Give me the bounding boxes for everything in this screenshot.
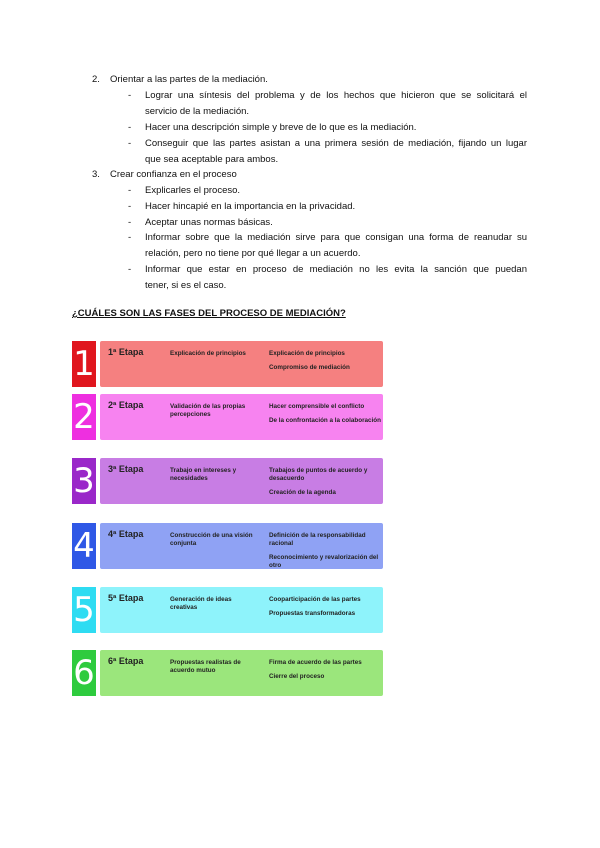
bullet-text-cont: servicio de la mediación. — [145, 106, 250, 117]
stage-number-badge: 6 — [72, 650, 96, 696]
stage-description: Propuestas realistas de acuerdo mutuo — [170, 659, 241, 674]
stage-card — [100, 341, 383, 387]
stage-description: Explicación de principios — [170, 350, 246, 357]
stage-card — [100, 458, 383, 504]
bullet-text: Conseguir que las partes asistan a una primera sesión de mediación, fijando un lugar — [145, 138, 527, 149]
stage-objective: Cooparticipación de las partes — [269, 596, 361, 603]
stage-row — [72, 458, 383, 504]
stage-description: Validación de las propias percepciones — [170, 403, 246, 418]
stage-description: Construcción de una visión conjunta — [170, 532, 253, 547]
stage-objectives — [269, 350, 381, 372]
stage-objectives — [269, 532, 381, 570]
section-heading: ¿CUÁLES SON LAS FASES DEL PROCESO DE MEDIACIÓN? — [72, 308, 346, 319]
stage-row — [72, 587, 383, 633]
stage-objective: Creación de la agenda — [269, 489, 336, 496]
bullet-dash: - — [128, 138, 132, 149]
stage-objective: Explicación de principios — [269, 350, 345, 357]
stage-objectives — [269, 403, 381, 425]
stage-row — [72, 341, 383, 387]
stage-objective: Compromiso de mediación — [269, 364, 350, 371]
stage-objectives — [269, 596, 381, 618]
bullet-text: Lograr una síntesis del problema y de los hechos que hicieron que se solicitará el — [145, 90, 527, 101]
bullet-dash: - — [128, 185, 132, 196]
stage-description: Generación de ideas creativas — [170, 596, 232, 611]
stage-objectives — [269, 659, 381, 681]
stage-label: 4ª Etapa — [108, 529, 144, 539]
stage-number-badge: 5 — [72, 587, 96, 633]
bullet-dash: - — [128, 90, 132, 101]
list-number: 3. — [92, 169, 100, 180]
stage-objective: Trabajos de puntos de acuerdo y desacuerdo — [269, 467, 368, 482]
stage-card — [100, 650, 383, 696]
stage-objective: Hacer comprensible el conflicto — [269, 403, 365, 410]
stage-label: 5ª Etapa — [108, 593, 144, 603]
list-item-title: Orientar a las partes de la mediación. — [110, 74, 268, 85]
stage-label: 3ª Etapa — [108, 464, 144, 474]
bullet-text: Informar sobre que la mediación sirve para que consigan una forma de reanudar su — [145, 232, 527, 243]
stage-number-badge: 4 — [72, 523, 96, 569]
stage-objective: De la confrontación a la colaboración — [269, 417, 381, 424]
bullet-text: Hacer una descripción simple y breve de lo que es la mediación. — [145, 122, 417, 133]
bullet-text: Aceptar unas normas básicas. — [145, 217, 273, 228]
stage-description: Trabajo en intereses y necesidades — [170, 467, 237, 482]
bullet-dash: - — [128, 201, 132, 212]
stage-number-badge: 2 — [72, 394, 96, 440]
bullet-dash: - — [128, 232, 132, 243]
stage-label: 2ª Etapa — [108, 400, 144, 410]
bullet-text-cont: que sea aceptable para ambos. — [145, 154, 279, 165]
stage-objective: Definición de la responsabilidad racional — [269, 532, 366, 547]
bullet-dash: - — [128, 122, 132, 133]
stage-card — [100, 587, 383, 633]
list-item-title: Crear confianza en el proceso — [110, 169, 237, 180]
stage-number-badge: 3 — [72, 458, 96, 504]
stage-row — [72, 394, 383, 440]
stage-objective: Propuestas transformadoras — [269, 610, 356, 617]
bullet-text: Informar que estar en proceso de mediación no les evita la sanción que puedan — [145, 264, 527, 275]
list-number: 2. — [92, 74, 100, 85]
stage-objective: Reconocimiento y revalorización del otro — [269, 554, 379, 569]
stage-objective: Cierre del proceso — [269, 673, 325, 680]
stage-objectives — [269, 467, 381, 497]
stage-row — [72, 650, 383, 696]
stage-row — [72, 523, 383, 569]
stage-label: 1ª Etapa — [108, 347, 144, 357]
stage-card — [100, 394, 383, 440]
stage-card — [100, 523, 383, 569]
bullet-dash: - — [128, 217, 132, 228]
stage-label: 6ª Etapa — [108, 656, 144, 666]
bullet-text-cont: tener, si es el caso. — [145, 280, 227, 291]
stage-number-badge: 1 — [72, 341, 96, 387]
stage-objective: Firma de acuerdo de las partes — [269, 659, 362, 666]
bullet-text: Explicarles el proceso. — [145, 185, 241, 196]
bullet-dash: - — [128, 264, 132, 275]
bullet-text-cont: relación, pero no tiene por qué llegar a un acuerdo. — [145, 248, 361, 259]
bullet-text: Hacer hincapié en la importancia en la privacidad. — [145, 201, 356, 212]
